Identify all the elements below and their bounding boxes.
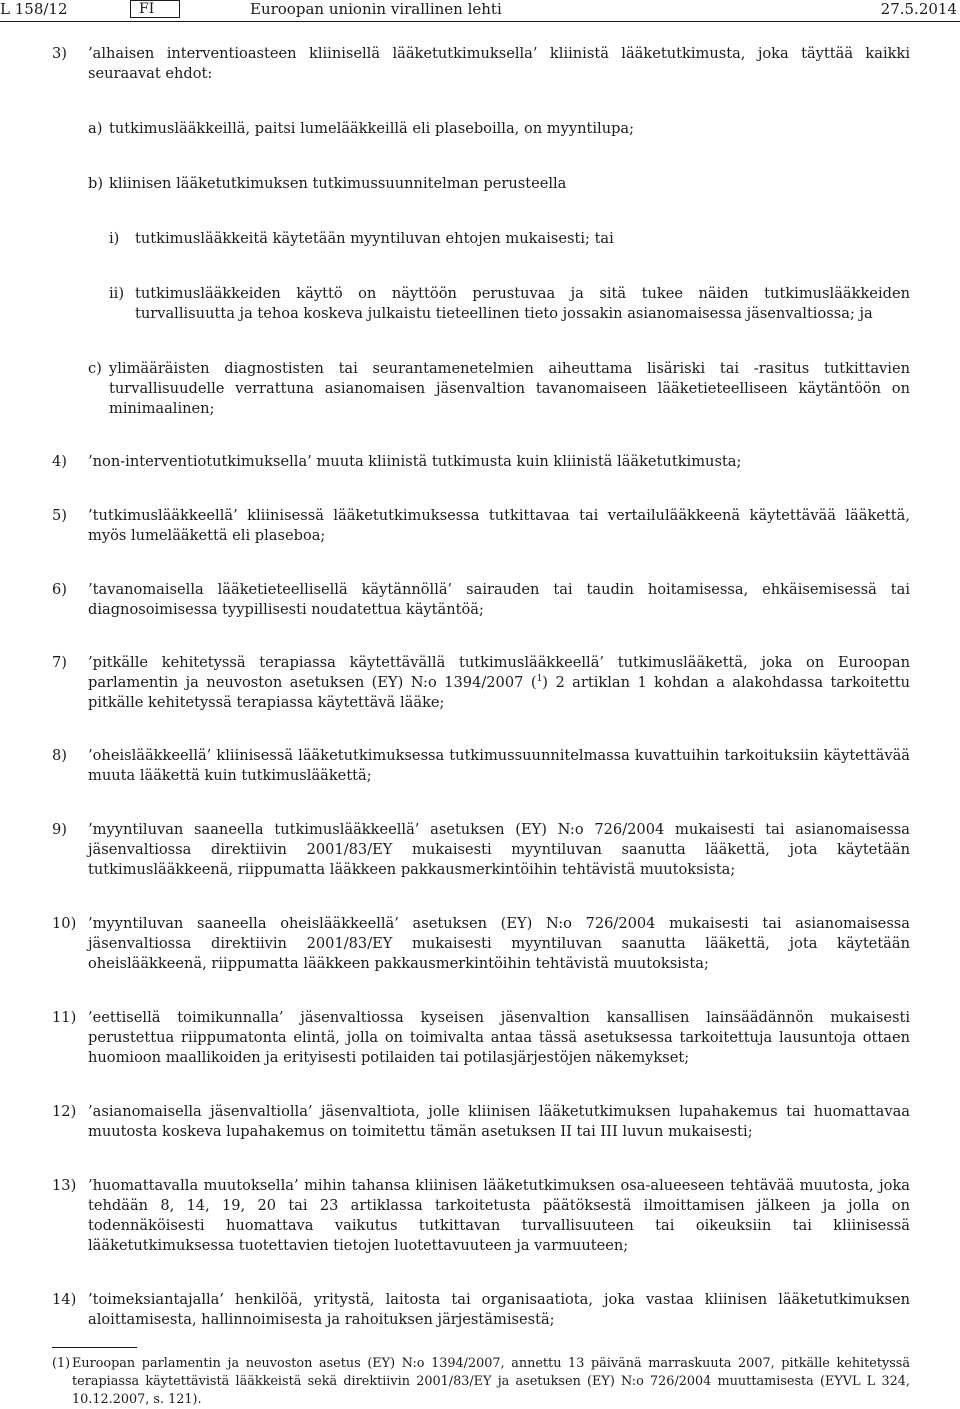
subitem-c <box>88 359 910 419</box>
definition-item-11 <box>52 1008 910 1068</box>
item-text: ’asianomaisella jäsenvaltiolla’ jäsenvaltiota, jolle kliinisen lääketutkimuksen lupahakemus tai huomattavaa muutosta koskeva lupahakemus on toimitettu tämän asetuksen II tai III luvun mukaisesti; <box>88 1103 910 1140</box>
item-number: 14) <box>52 1291 77 1308</box>
item-number: 4) <box>52 453 67 470</box>
item-text: ’alhaisen interventioasteen kliinisellä lääketutkimuksella’ kliinistä lääketutkimusta, joka täyttää kaikki seuraavat ehdot: <box>88 45 910 82</box>
item-text <box>88 653 910 713</box>
item-number: ii) <box>109 285 125 302</box>
item-number: 13) <box>52 1177 77 1194</box>
item-number: i) <box>109 230 120 247</box>
definition-item-10 <box>52 914 910 974</box>
item-text: ’oheislääkkeellä’ kliinisessä lääketutkimuksessa tutkimussuunnitelmassa kuvattuihin tarkoituksiin käytettävää muuta lääkettä kuin tutkimuslääkettä; <box>88 747 910 784</box>
definition-item-7 <box>52 653 910 713</box>
subitem-b <box>88 174 910 194</box>
item-text-part-b: ) 2 artiklan 1 kohdan a alakohdassa tarkoitettu pitkälle kehitetyssä terapiassa käytettävä lääke; <box>88 674 910 711</box>
item-number: a) <box>88 120 103 137</box>
journal-title: Euroopan unionin virallinen lehti <box>250 0 502 18</box>
item-text: ’toimeksiantajalla’ henkilöä, yritystä, laitosta tai organisaatiota, joka vastaa kliinisen lääketutkimuksen aloittamisesta, hallinnoimisesta ja rahoituksen järjestämisestä; <box>88 1291 910 1328</box>
footnote-number: (1) <box>52 1356 71 1371</box>
footnote <box>52 1355 910 1409</box>
item-number: c) <box>88 360 102 377</box>
item-text: ’huomattavalla muutoksella’ mihin tahansa kliinisen lääketutkimuksen osa-alueeseen tehtävää muutosta, joka tehdään 8, 14, 19, 20 tai 23 artiklassa tarkoitetusta päätöksestä ilmoittamisen jälkeen ja jolla on todennäköisesti huomattava vaikutus tutkittavan turvallisuuteen tai oikeuksiin tai kliinisessä lääketutkimuksessa tuotettavien tietojen luotettavuuteen ja varmuuteen; <box>88 1177 910 1254</box>
language-code-box: FI <box>130 0 180 18</box>
item-text: tutkimuslääkkeitä käytetään myyntiluvan ehtojen mukaisesti; tai <box>135 230 614 247</box>
item-text: ’tavanomaisella lääketieteellisellä käytännöllä’ sairauden tai taudin hoitamisessa, ehkäisemisessä tai diagnosoimisessa tyypillisesti noudatettua käytäntöä; <box>88 581 910 618</box>
item-text: kliinisen lääketutkimuksen tutkimussuunnitelman perusteella <box>109 175 567 192</box>
page-header <box>0 0 960 22</box>
item-text: tutkimuslääkkeiden käyttö on näyttöön perustuvaa ja sitä tukee näiden tutkimuslääkkeiden turvallisuutta ja tehoa koskeva julkaistu tieteellinen tieto jossakin asianomaisessa jäsenvaltiossa; ja <box>135 285 910 322</box>
item-number: 12) <box>52 1103 77 1120</box>
item-number: 6) <box>52 581 67 598</box>
item-text: ’myyntiluvan saaneella oheislääkkeellä’ asetuksen (EY) N:o 726/2004 mukaisesti tai asianomaisessa jäsenvaltiossa direktiivin 2001/83/EY mukaisesti myyntiluvan saanutta lääkettä, jota käytetään oheislääkkeenä, riippumatta lääkkeen pakkausmerkintöihin tehtävistä muutoksista; <box>88 915 910 972</box>
header-rule <box>0 21 960 22</box>
item-text: tutkimuslääkkeillä, paitsi lumelääkkeillä eli plaseboilla, on myyntilupa; <box>109 120 635 137</box>
definition-item-4 <box>52 452 910 472</box>
item-number: 8) <box>52 747 67 764</box>
item-text: ylimääräisten diagnostisten tai seurantamenetelmien aiheuttama lisäriski tai -rasitus tutkittavien turvallisuudelle verrattuna asianomaisen jäsenvaltion tavanomaiseen lääketieteelliseen käytäntöön on minimaalinen; <box>109 360 910 417</box>
item-number: 11) <box>52 1009 77 1026</box>
page-reference: L 158/12 <box>0 0 68 18</box>
footnote-text: Euroopan parlamentin ja neuvoston asetus (EY) N:o 1394/2007, annettu 13 päivänä marraskuuta 2007, pitkälle kehitetyssä terapiassa käytettävistä lääkkeistä sekä direktiivin 2001/83/EY ja asetuksen (EY) N:o 726/2004 muuttamisesta (EYVL L 324, 10.12.2007, s. 121). <box>72 1356 910 1407</box>
definition-item-14 <box>52 1290 910 1330</box>
definition-item-5 <box>52 506 910 546</box>
footnote-reference[interactable]: 1 <box>536 674 543 685</box>
definition-item-8 <box>52 746 910 786</box>
item-number: 9) <box>52 821 67 838</box>
item-text: ’tutkimuslääkkeellä’ kliinisessä lääketutkimuksessa tutkittavaa tai vertailulääkkeenä käytettävää lääkettä, myös lumelääkettä eli plaseboa; <box>88 507 910 544</box>
document-body <box>52 44 910 1330</box>
subitem-a <box>88 119 910 139</box>
item-number: 5) <box>52 507 67 524</box>
item-text: ’eettisellä toimikunnalla’ jäsenvaltiossa kyseisen jäsenvaltion kansallisen lainsäädännön mukaisesti perustettua riippumatonta elintä, jolla on toimivalta antaa tässä asetuksessa tarkoitettuja lausuntoja ottaen huomioon maallikoiden ja erityisesti potilaiden tai potilasjärjestöjen näkemykset; <box>88 1009 910 1066</box>
item-number: 10) <box>52 915 77 932</box>
definition-item-13 <box>52 1176 910 1256</box>
publication-date: 27.5.2014 <box>880 0 957 18</box>
subitem-b-ii <box>109 284 910 324</box>
subitem-b-i <box>109 229 910 249</box>
item-number: 3) <box>52 45 67 62</box>
item-text-part-a: ’pitkälle kehitetyssä terapiassa käytettävällä tutkimuslääkkeellä’ tutkimuslääkettä, joka on Euroopan parlamentin ja neuvoston asetuksen (EY) N:o 1394/2007 ( <box>88 654 910 691</box>
item-text: ’non-interventiotutkimuksella’ muuta kliinistä tutkimusta kuin kliinistä lääketutkimusta; <box>88 453 742 470</box>
footnote-divider <box>52 1347 137 1348</box>
item-number: 7) <box>52 654 67 671</box>
definition-item-9 <box>52 820 910 880</box>
definition-item-12 <box>52 1102 910 1142</box>
item-number: b) <box>88 175 104 192</box>
definition-item-6 <box>52 580 910 620</box>
item-text: ’myyntiluvan saaneella tutkimuslääkkeellä’ asetuksen (EY) N:o 726/2004 mukaisesti tai asianomaisessa jäsenvaltiossa direktiivin 2001/83/EY mukaisesti myyntiluvan saanutta lääkettä, jota käytetään tutkimuslääkkeenä, riippumatta lääkkeen pakkausmerkintöihin tehtävistä muutoksista; <box>88 821 910 878</box>
definition-item-3 <box>52 44 910 84</box>
